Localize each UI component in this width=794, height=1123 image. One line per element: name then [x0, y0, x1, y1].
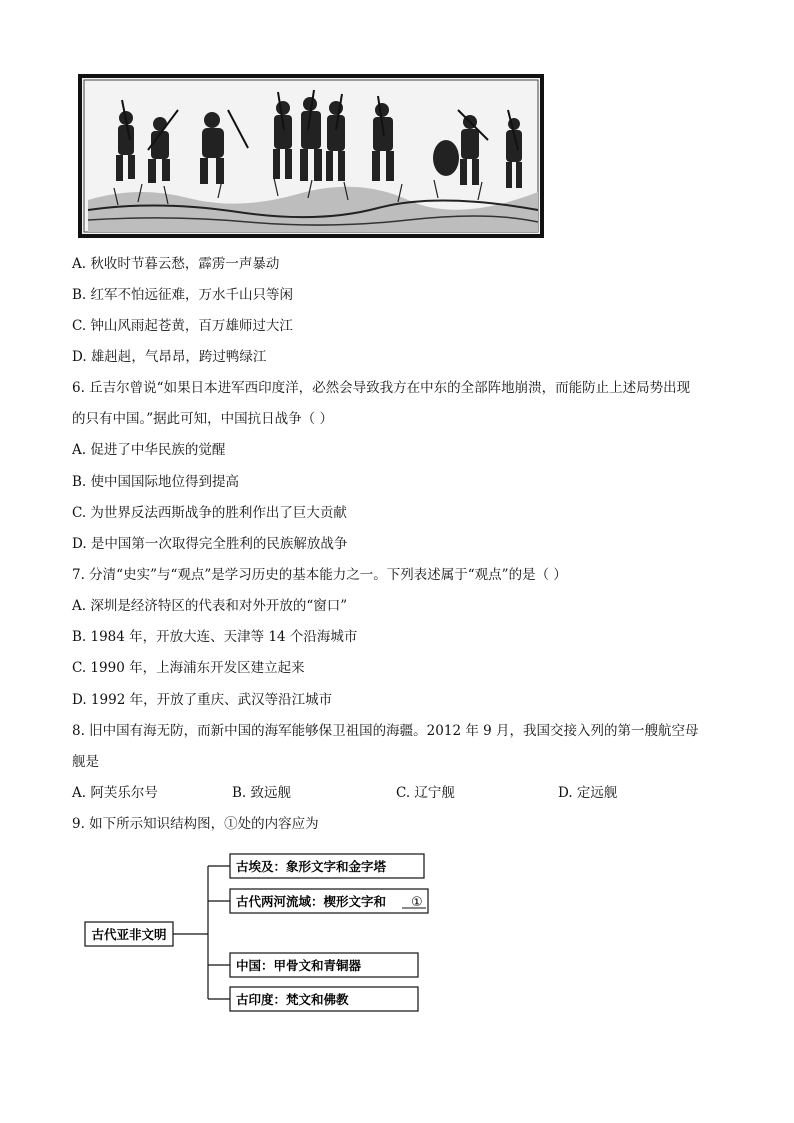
q9-stem: 9. 如下所示知识结构图，①处的内容应为: [72, 816, 319, 832]
q7-stem: 7. 分清“史实”与“观点”是学习历史的基本能力之一。下列表述属于“观点”的是（ ）: [72, 567, 567, 583]
q7-option-a: A. 深圳是经济特区的代表和对外开放的“窗口”: [72, 598, 348, 614]
root-label: 古代亚非文明: [91, 927, 167, 942]
woodcut-illustration: [78, 70, 546, 242]
q6-stem-line1: 6. 丘吉尔曾说“如果日本进军西印度洋，必然会导致我方在中东的全部阵地崩溃，而能防止上述局势出现: [72, 380, 691, 396]
q6-option-b: B. 使中国国际地位得到提高: [72, 474, 240, 490]
q5-option-a: A. 秋收时节暮云愁，霹雳一声暴动: [72, 256, 280, 272]
q8-stem-line2: 舰是: [72, 754, 99, 770]
q5-option-c: C. 钟山风雨起苍黄，百万雄师过大江: [72, 318, 293, 334]
q7-option-d: D. 1992 年，开放了重庆、武汉等沿江城市: [72, 692, 333, 708]
q7-option-c: C. 1990 年，上海浦东开发区建立起来: [72, 660, 305, 676]
q8-option-a: A. 阿芙乐尔号: [72, 785, 158, 801]
q5-option-b: B. 红军不怕远征难，万水千山只等闲: [72, 287, 294, 303]
q8-option-d: D. 定远舰: [558, 785, 618, 801]
q5-option-d: D. 雄赳赳，气昂昂，跨过鸭绿江: [72, 349, 267, 365]
q6-option-c: C. 为世界反法西斯战争的胜利作出了巨大贡献: [72, 505, 347, 521]
knowledge-structure-diagram: [80, 850, 440, 1020]
q8-option-c: C. 辽宁舰: [396, 785, 455, 801]
branch-label-mesopotamia: 古代两河流域：楔形文字和: [236, 894, 387, 909]
q8-options-row: [72, 783, 712, 803]
branch-label-india: 古印度：梵文和佛教: [236, 992, 349, 1007]
q6-stem-line2: 的只有中国。”据此可知，中国抗日战争（ ）: [72, 411, 333, 427]
branch-label-egypt: 古埃及：象形文字和金字塔: [236, 859, 387, 874]
q7-option-b: B. 1984 年，开放大连、天津等 14 个沿海城市: [72, 629, 358, 645]
blank-marker: ①: [411, 895, 423, 910]
q8-stem-line1: 8. 旧中国有海无防，而新中国的海军能够保卫祖国的海疆。2012 年 9 月，我国交接入列的第一艘航空母: [72, 723, 699, 739]
q8-option-b: B. 致远舰: [232, 785, 292, 801]
q6-option-d: D. 是中国第一次取得完全胜利的民族解放战争: [72, 536, 348, 552]
branch-label-china: 中国：甲骨文和青铜器: [236, 958, 362, 973]
q6-option-a: A. 促进了中华民族的觉醒: [72, 442, 226, 458]
